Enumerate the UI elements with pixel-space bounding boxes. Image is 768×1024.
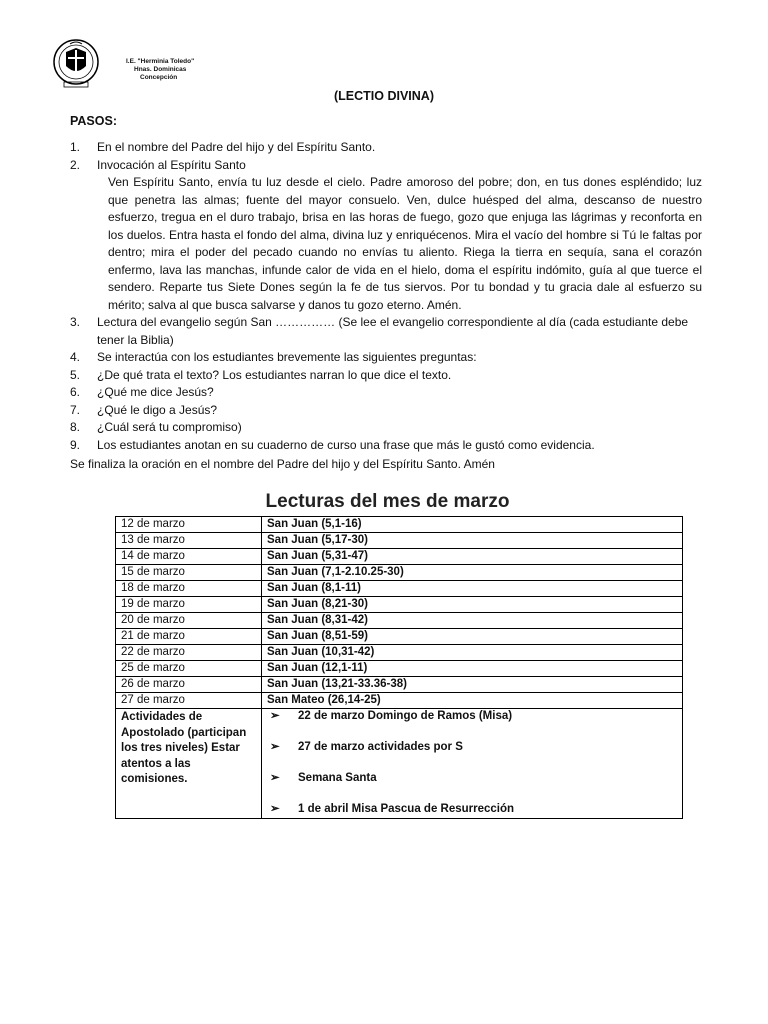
reading-passage: San Juan (8,31-42) <box>262 613 683 629</box>
reading-date: 26 de marzo <box>116 677 262 693</box>
step-item <box>70 157 702 175</box>
reading-date: 18 de marzo <box>116 581 262 597</box>
activities-label: Actividades de Apostolado (participan los tres niveles) Estar atentos a las comisiones. <box>116 709 262 819</box>
closing-line: Se finaliza la oración en el nombre del Padre del hijo y del Espíritu Santo. Amén <box>70 457 495 471</box>
step-text: Se interactúa con los estudiantes brevemente las siguientes preguntas: <box>97 350 477 364</box>
activity-text: Semana Santa <box>298 772 377 784</box>
reading-date: 15 de marzo <box>116 565 262 581</box>
reading-row <box>116 597 683 613</box>
reading-passage: San Juan (5,1-16) <box>262 517 683 533</box>
arrow-bullet-icon: ➢ <box>270 741 280 753</box>
step-item <box>70 367 702 385</box>
reading-passage: San Juan (5,17-30) <box>262 533 683 549</box>
step-item <box>70 402 702 420</box>
reading-passage: San Juan (12,1-11) <box>262 661 683 677</box>
arrow-bullet-icon: ➢ <box>270 803 280 815</box>
step-text: Los estudiantes anotan en su cuaderno de curso una frase que más le gustó como evidencia. <box>97 437 595 452</box>
pasos-heading: PASOS: <box>70 114 117 128</box>
reading-row <box>116 549 683 565</box>
step-number: 5. <box>70 367 81 382</box>
reading-passage: San Juan (8,21-30) <box>262 597 683 613</box>
reading-row <box>116 517 683 533</box>
step-text: Lectura del evangelio según San …………… (Se lee el evangelio correspondiente al día (cada estudiante debe tener la Biblia) <box>97 315 689 347</box>
reading-date: 25 de marzo <box>116 661 262 677</box>
document-title: (LECTIO DIVINA) <box>334 89 434 103</box>
activity-item <box>267 802 677 818</box>
step-item <box>70 419 702 437</box>
activity-item <box>267 740 677 771</box>
holy-spirit-prayer: Ven Espíritu Santo, envía tu luz desde el cielo. Padre amoroso del pobre; don, en tus dones espléndido; luz que penetra las almas; fuente del mayor consuelo. Ven, dulce huésped del alma, descanso de nuestro esfuerzo, tregua en el duro trabajo, brisa en las horas de fuego, gozo que enjuga las lágrimas y reconforta en los duelos. Entra hasta el fondo del alma, divina luz y enriquécenos. Mira el vacío del hombre si Tú le faltas por dentro; mira el poder del pecado cuando no envías tu aliento. Riega la tierra en sequía, sana el corazón enfermo, lava las manchas, infunde calor de vida en el hielo, doma el espíritu indómito, guía al que tuerce el sendero. Reparte tus Siete Dones según la fe de tus siervos. Por tu bondad y tu gracia dale al esfuerzo su mérito; salva al que busca salvarse y danos tu gozo eterno. Amén. <box>108 175 702 312</box>
step-number: 8. <box>70 420 81 434</box>
activity-text: 27 de marzo actividades por S <box>298 741 463 753</box>
reading-row <box>116 581 683 597</box>
step-number: 2. <box>70 157 81 172</box>
reading-passage: San Juan (13,21-33.36-38) <box>262 677 683 693</box>
reading-row <box>116 661 683 677</box>
reading-date: 20 de marzo <box>116 613 262 629</box>
activity-item <box>267 709 677 740</box>
arrow-bullet-icon: ➢ <box>270 772 280 784</box>
reading-date: 21 de marzo <box>116 629 262 645</box>
school-logo <box>44 38 114 94</box>
reading-date: 12 de marzo <box>116 517 262 533</box>
step-number: 6. <box>70 385 81 399</box>
step-text: ¿Cuál será tu compromiso) <box>97 420 242 434</box>
step-text: ¿Qué le digo a Jesús? <box>97 402 218 417</box>
step-item <box>70 384 702 402</box>
step-number: 3. <box>70 315 81 329</box>
reading-passage: San Juan (8,1-11) <box>262 581 683 597</box>
step-item <box>70 314 702 349</box>
activity-item <box>267 771 677 802</box>
activity-text: 22 de marzo Domingo de Ramos (Misa) <box>298 710 513 722</box>
step-number: 7. <box>70 402 81 417</box>
reading-date: 13 de marzo <box>116 533 262 549</box>
reading-row <box>116 629 683 645</box>
readings-title: Lecturas del mes de marzo <box>265 491 510 512</box>
reading-row <box>116 645 683 661</box>
readings-table <box>115 516 683 819</box>
reading-row <box>116 533 683 549</box>
reading-date: 22 de marzo <box>116 645 262 661</box>
reading-passage: San Juan (7,1-2.10.25-30) <box>262 565 683 581</box>
step-text: ¿De qué trata el texto? Los estudiantes narran lo que dice el texto. <box>97 367 452 382</box>
step-text: En el nombre del Padre del hijo y del Espíritu Santo. <box>97 140 376 154</box>
reading-passage: San Juan (10,31-42) <box>262 645 683 661</box>
step-item <box>70 139 702 157</box>
school-line: I.E. "Herminia Toledo" <box>126 58 195 65</box>
reading-passage: San Juan (5,31-47) <box>262 549 683 565</box>
arrow-bullet-icon: ➢ <box>270 710 280 722</box>
school-name <box>126 58 194 82</box>
school-line: Hnas. Dominicas <box>134 66 187 73</box>
activity-text: 1 de abril Misa Pascua de Resurrección <box>298 803 515 815</box>
reading-row <box>116 677 683 693</box>
step-text: Invocación al Espíritu Santo <box>97 157 246 172</box>
steps-list <box>70 139 702 454</box>
activities-row <box>116 709 683 819</box>
reading-date: 19 de marzo <box>116 597 262 613</box>
reading-row <box>116 693 683 709</box>
reading-passage: San Mateo (26,14-25) <box>262 693 683 709</box>
readings-table-body <box>116 517 683 819</box>
step-number: 4. <box>70 350 81 364</box>
reading-row <box>116 565 683 581</box>
reading-date: 14 de marzo <box>116 549 262 565</box>
reading-date: 27 de marzo <box>116 693 262 709</box>
step-item <box>70 437 702 455</box>
school-line: Concepción <box>140 74 178 81</box>
reading-passage: San Juan (8,51-59) <box>262 629 683 645</box>
reading-row <box>116 613 683 629</box>
step-number: 1. <box>70 140 81 154</box>
activities-cell <box>262 709 683 819</box>
step-text: ¿Qué me dice Jesús? <box>97 385 214 399</box>
step-item <box>70 349 702 367</box>
step-number: 9. <box>70 437 81 452</box>
